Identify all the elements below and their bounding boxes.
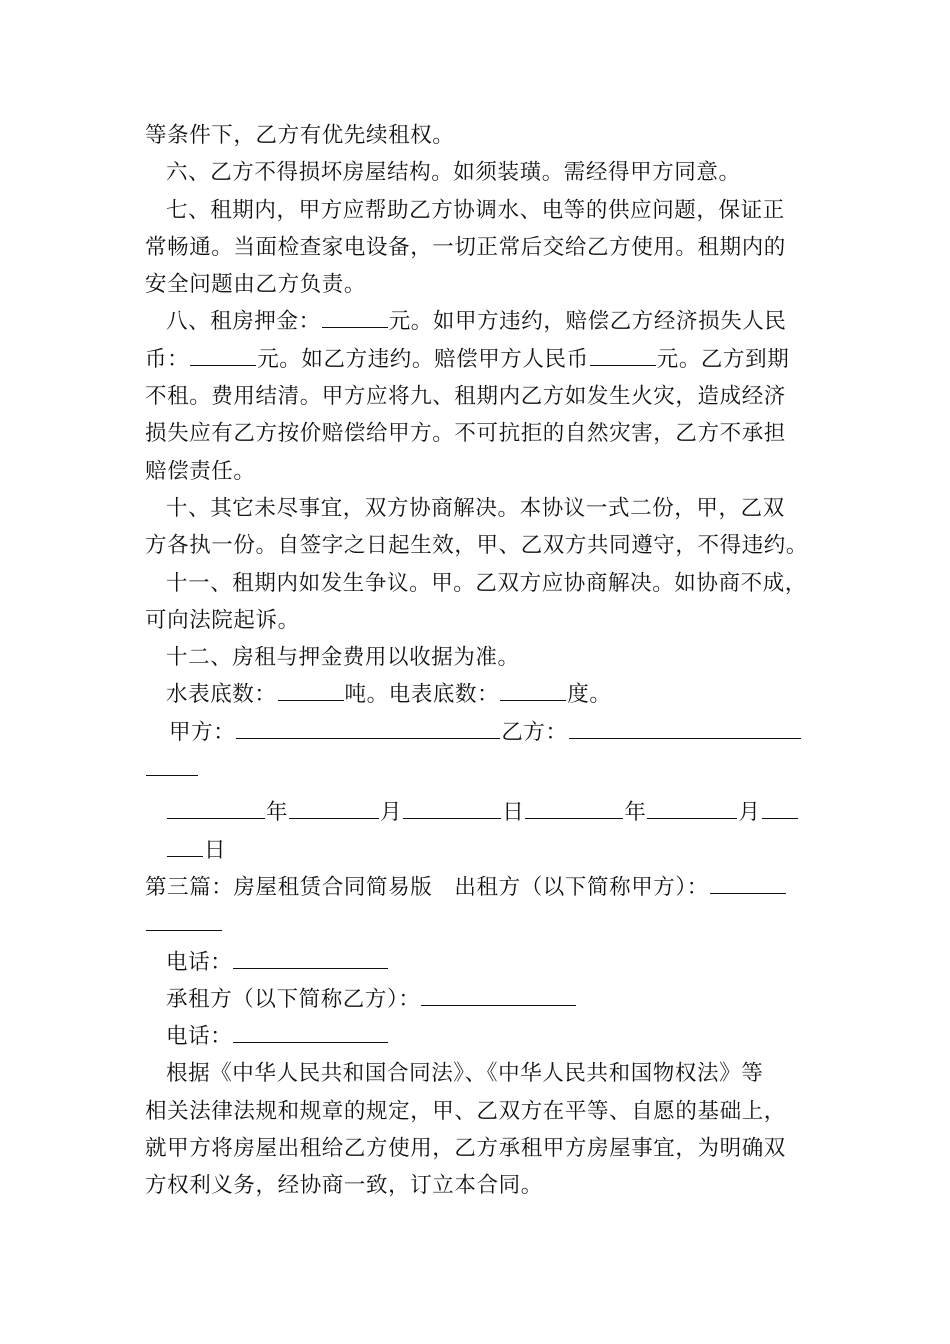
lessor-blank — [710, 872, 786, 894]
text-line: 日 — [145, 832, 815, 869]
compensation-b-blank — [590, 344, 656, 366]
month-a-blank — [289, 797, 379, 819]
lessor-blank-cont — [146, 909, 222, 931]
year-b-blank — [525, 797, 623, 819]
electric-meter-blank — [500, 679, 566, 701]
preamble: 根据《中华人民共和国合同法》、《中华人民共和国物权法》等 — [166, 1061, 764, 1087]
clause-11: 十一、租期内如发生争议。甲。乙双方应协商解决。如协商不成， — [166, 570, 807, 596]
lessee-blank — [421, 984, 576, 1006]
text-line — [145, 751, 815, 788]
lessor-phone: 电话： — [145, 944, 815, 981]
text-line: 常畅通。当面检查家电设备，一切正常后交给乙方使用。租期内的 — [145, 234, 786, 260]
text-line: 等条件下，乙方有优先续租权。 — [145, 123, 455, 148]
party-a-signature-blank — [236, 717, 500, 739]
month-b-blank — [647, 797, 737, 819]
clause-10: 十、其它未尽事宜，双方协商解决。本协议一式二份，甲，乙双 — [166, 495, 785, 521]
compensation-a-blank — [190, 344, 256, 366]
day-b-blank — [762, 797, 798, 819]
text-line: 安全问题由乙方负责。 — [145, 272, 367, 298]
text-line: 方各执一份。自签字之日起生效，甲、乙双方共同遵守，不得违约。 — [145, 533, 809, 559]
clause-12: 十二、房租与押金费用以收据为准。 — [166, 645, 520, 671]
date-line: 年 月 日 年 月 — [145, 794, 815, 831]
lessee-line: 承租方（以下简称乙方）： — [145, 981, 815, 1018]
text-line: 赔偿责任。 — [145, 458, 256, 484]
text-line: 损失应有乙方按价赔偿给甲方。不可抗拒的自然灾害，乙方不承担 — [145, 421, 786, 447]
signature-line: 甲方： 乙方： — [145, 714, 815, 751]
year-a-blank — [167, 797, 265, 819]
meter-readings: 水表底数： 吨。电表底数： 度。 — [145, 676, 815, 713]
clause-7: 七、租期内，甲方应帮助乙方协调水、电等的供应问题，保证正 — [166, 197, 785, 223]
lessor-phone-blank — [233, 947, 388, 969]
party-b-signature-blank-cont — [146, 754, 198, 776]
text-line — [145, 906, 815, 943]
lessee-phone-blank — [233, 1021, 388, 1043]
text-line: 不租。费用结清。甲方应将九、租期内乙方如发生火灾，造成经济 — [145, 384, 786, 410]
clause-8: 八、租房押金： 元。如甲方违约，赔偿乙方经济损失人民 — [145, 303, 815, 340]
water-meter-blank — [278, 679, 344, 701]
text-line: 币： 元。如乙方违约。赔偿甲方人民币 元。乙方到期 — [145, 341, 815, 378]
text-line: 可向法院起诉。 — [145, 607, 300, 633]
lessee-phone: 电话： — [145, 1018, 815, 1055]
day-a-blank — [403, 797, 501, 819]
party-b-signature-blank — [569, 717, 801, 739]
text-line: 相关法律法规和规章的规定，甲、乙双方在平等、自愿的基础上， — [145, 1098, 786, 1124]
clause-6: 六、乙方不得损坏房屋结构。如须装璜。需经得甲方同意。 — [166, 160, 741, 186]
deposit-blank — [322, 306, 388, 328]
document-page — [145, 117, 815, 1205]
day-b-blank-cont — [167, 835, 203, 857]
section-3-heading: 第三篇：房屋租赁合同简易版 出租方（以下简称甲方）： — [145, 869, 815, 906]
text-line: 就甲方将房屋出租给乙方使用，乙方承租甲方房屋事宜，为明确双 — [145, 1136, 786, 1162]
text-line: 方权利义务，经协商一致，订立本合同。 — [145, 1173, 543, 1199]
